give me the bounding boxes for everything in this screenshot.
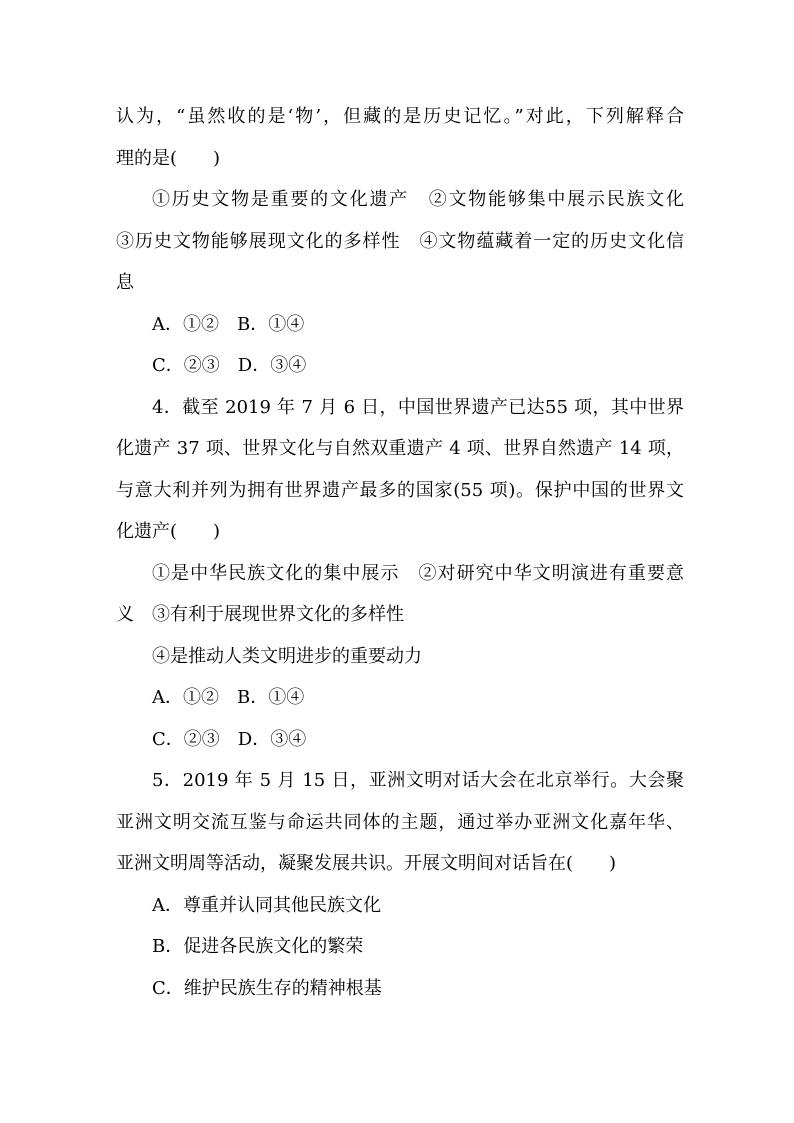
q4-stem-line-3: 与意大利并列为拥有世界遗产最多的国家(55 项)。保护中国的世界文	[116, 479, 684, 501]
document-page	[116, 96, 684, 1009]
q3-statement-line-3: 息	[116, 272, 134, 293]
q5-option-c: C．维护民族生存的精神根基	[152, 977, 382, 999]
q4-stem-line-4: 化遗产( )	[116, 521, 221, 542]
q5-stem-line-1: 5．2019 年 5 月 15 日，亚洲文明对话大会在北京举行。大会聚	[152, 770, 684, 791]
q3-statement-line-2: ③历史文物能够展现文化的多样性 ④文物蕴藏着一定的历史文化信	[116, 230, 684, 252]
q4-stem-line-1: 4．截至 2019 年 7 月 6 日，中国世界遗产已达55 项，其中世界	[152, 396, 684, 418]
q4-statement-line-3: ④是推动人类文明进步的重要动力	[152, 645, 422, 667]
q4-stem-line-2: 化遗产 37 项、世界文化与自然双重遗产 4 项、世界自然遗产 14 项，	[116, 438, 684, 459]
q5-option-a: A．尊重并认同其他民族文化	[152, 894, 381, 916]
q4-options-cd: C．②③ D．③④	[152, 728, 307, 750]
q3-stem-line-1: 认为，“虽然收的是‘物’，但藏的是历史记忆。”对此，下列解释合	[116, 106, 684, 127]
q4-statement-line-2: 义 ③有利于展现世界文化的多样性	[116, 604, 404, 625]
q5-stem-line-2: 亚洲文明交流互鉴与命运共同体的主题，通过举办亚洲文化嘉年华、	[116, 811, 684, 833]
q3-options-ab: A．①② B．①④	[152, 313, 305, 335]
q3-statement-line-1: ①历史文物是重要的文化遗产 ②文物能够集中展示民族文化	[152, 189, 684, 210]
q3-stem-line-2: 理的是( )	[116, 147, 221, 169]
q5-stem-line-3: 亚洲文明周等活动，凝聚发展共识。开展文明间对话旨在( )	[116, 853, 617, 874]
q5-option-b: B．促进各民族文化的繁荣	[152, 936, 364, 957]
q4-options-ab: A．①② B．①④	[152, 687, 305, 708]
q3-options-cd: C．②③ D．③④	[152, 355, 307, 376]
q4-statement-line-1: ①是中华民族文化的集中展示 ②对研究中华文明演进有重要意	[152, 562, 684, 584]
